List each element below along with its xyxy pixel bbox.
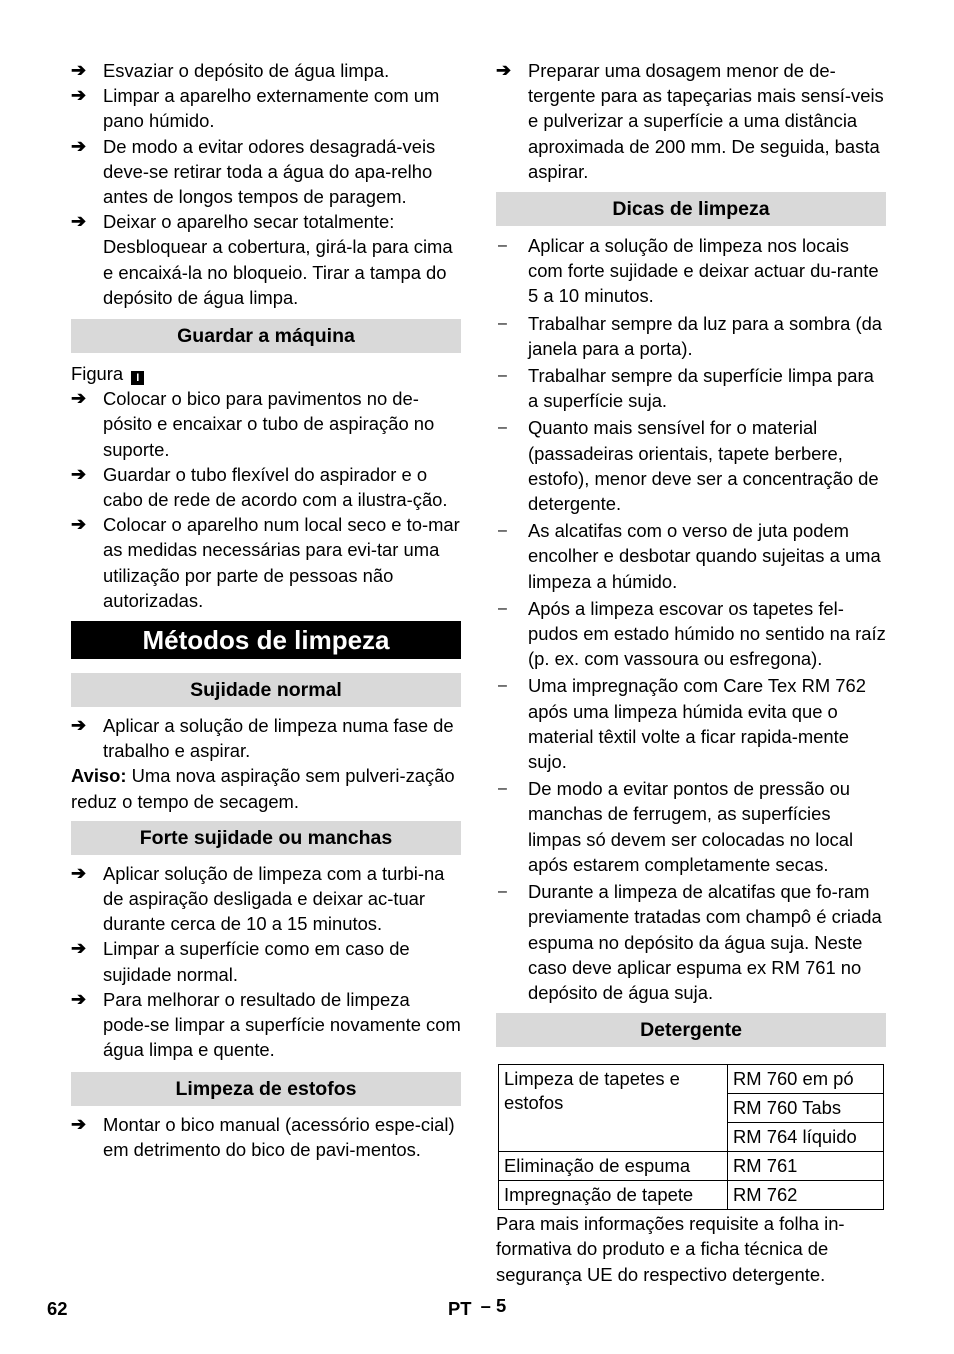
list-item: – Durante a limpeza de alcatifas que fo-ram previamente tratadas com champô é criada espuma no depósito da água suja. Neste caso deve aplicar espuma ex RM 761 no depósito de água suja. <box>498 881 882 1003</box>
page-number: 62 <box>47 1298 68 1319</box>
list-item: – Uma impregnação com Care Tex RM 762 após uma limpeza húmida evita que o material têxtil volte a ficar rapida-mente sujo. <box>498 675 866 773</box>
section-heading-guardar: Guardar a máquina <box>71 319 461 353</box>
list-item: ➔ Limpar a aparelho externamente com um pano húmido. <box>71 85 440 132</box>
list-item: – De modo a evitar pontos de pressão ou manchas de ferrugem, as superfícies limpas só devem ser colocadas no local após estarem completamente secas. <box>498 778 854 875</box>
right-arrow-icon: ➔ <box>71 463 87 484</box>
dash-icon: – <box>498 314 507 332</box>
note-label: Aviso: <box>71 765 127 787</box>
list-item: – Trabalhar sempre da luz para a sombra (da janela para a porta). <box>498 312 883 359</box>
right-arrow-icon: ➔ <box>71 60 87 80</box>
list-item: ➔ Aplicar a solução de limpeza numa fase de trabalho e aspirar. <box>71 715 454 762</box>
dash-icon: – <box>498 522 507 540</box>
left-column <box>71 58 461 1162</box>
right-arrow-icon: ➔ <box>496 60 512 80</box>
table-cell-product: RM 764 líquido <box>728 1123 884 1152</box>
list-item: ➔ Deixar o aparelho secar totalmente: Desbloquear a cobertura, girá-la para cima e encaixá-la no bloqueio. Tirar a tampa do depósito de água limpa. <box>71 211 453 308</box>
list-item: ➔ Aplicar solução de limpeza com a turbi-na de aspiração desligada e deixar ac-tuar durante cerca de 10 a 15 minutos. <box>71 862 445 935</box>
table-cell-product: RM 761 <box>728 1152 884 1181</box>
dash-icon: – <box>498 883 507 901</box>
list-item: ➔ Limpar a superfície como em caso de sujidade normal. <box>71 938 410 985</box>
detergent-footnote: Para mais informações requisite a folha in-formativa do produto e a ficha técnica de segurança UE do respectivo detergente. <box>496 1213 845 1285</box>
list-item: – Após a limpeza escovar os tapetes fel-pudos em estado húmido no sentido na raíz (p. ex. com vassoura ou esfregona). <box>498 597 886 670</box>
footer-section-code: PT <box>448 1298 472 1319</box>
section-heading-dicas: Dicas de limpeza <box>496 192 886 226</box>
dash-icon: – <box>498 367 507 385</box>
footer-section <box>448 1295 507 1320</box>
dash-icon: – <box>498 419 507 437</box>
list-item: – As alcatifas com o verso de juta podem encolher e desbotar quando sujeitas a uma limpeza a húmido. <box>498 520 881 592</box>
forte-bullets <box>71 861 461 1063</box>
list-item: – Quanto mais sensível for o material (passadeiras orientais, tapete berbere, estofo), menor deve ser a concentração de detergente. <box>498 417 879 515</box>
right-arrow-icon: ➔ <box>71 988 87 1009</box>
list-item: ➔ Colocar o aparelho num local seco e to-mar as medidas necessárias para evi-tar uma utilização por parte de pessoas não autorizadas. <box>71 514 460 611</box>
guardar-bullets <box>71 386 461 613</box>
section-heading-forte: Forte sujidade ou manchas <box>71 821 461 855</box>
footer-section-page: – 5 <box>480 1295 507 1316</box>
sujidade-bullets <box>71 713 461 763</box>
right-arrow-icon: ➔ <box>71 135 87 156</box>
list-item: ➔ Colocar o bico para pavimentos no de-pósito e encaixar o tubo de aspiração no suporte. <box>71 388 435 460</box>
intro-bullets-right <box>496 58 886 184</box>
list-item: – Trabalhar sempre da superfície limpa para a superfície suja. <box>498 365 874 412</box>
note-paragraph <box>71 763 461 813</box>
list-item: ➔ De modo a evitar odores desagradá-veis deve-se retirar toda a água do apa-relho antes de longos tempos de paragem. <box>71 135 436 208</box>
section-heading-estofos: Limpeza de estofos <box>71 1072 461 1106</box>
table-cell-product: RM 760 Tabs <box>728 1094 884 1123</box>
list-item: ➔ Guardar o tubo flexível do aspirador e o cabo de rede de acordo com a ilustra-ção. <box>71 463 448 511</box>
right-arrow-icon: ➔ <box>71 1113 87 1134</box>
table-cell-use: Limpeza de tapetes e estofos <box>499 1065 728 1152</box>
estofos-bullets <box>71 1112 461 1162</box>
note-text: Uma nova aspiração sem pulveri-zação reduz o tempo de secagem. <box>71 765 455 812</box>
right-arrow-icon: ➔ <box>71 862 87 883</box>
intro-bullets-left <box>71 58 461 310</box>
figure-badge: I <box>131 371 144 385</box>
dash-icon: – <box>498 677 507 695</box>
list-item: – Aplicar a solução de limpeza nos locais com forte sujidade e deixar actuar du-rante 5 a 10 minutos. <box>498 235 879 307</box>
figure-reference <box>71 361 461 386</box>
list-item: ➔ Esvaziar o depósito de água limpa. <box>71 58 461 83</box>
table-cell-product: RM 762 <box>728 1181 884 1210</box>
list-item: ➔ Para melhorar o resultado de limpeza pode-se limpar a superfície novamente com água limpa e quente. <box>71 988 461 1061</box>
table-row <box>499 1152 884 1181</box>
chapter-heading-metodos: Métodos de limpeza <box>71 621 461 659</box>
list-item: ➔ Preparar uma dosagem menor de de-tergente para as tapeçarias mais sensí-veis e pulverizar a superfície a uma distância aproximada de 200 mm. De seguida, basta aspirar. <box>496 60 884 182</box>
table-cell-product: RM 760 em pó <box>728 1065 884 1094</box>
table-row <box>499 1181 884 1210</box>
right-arrow-icon: ➔ <box>71 715 87 736</box>
table-cell-use: Impregnação de tapete <box>499 1181 728 1210</box>
right-column <box>496 58 886 1287</box>
figure-label: Figura <box>71 363 124 385</box>
dash-icon: – <box>498 237 507 255</box>
list-item: ➔ Montar o bico manual (acessório espe-cial) em detrimento do bico de pavi-mentos. <box>71 1113 455 1160</box>
right-arrow-icon: ➔ <box>71 211 87 232</box>
right-arrow-icon: ➔ <box>71 938 87 959</box>
right-arrow-icon: ➔ <box>71 388 87 409</box>
dash-icon: – <box>498 599 507 617</box>
dicas-list <box>496 233 886 1005</box>
right-arrow-icon: ➔ <box>71 514 87 535</box>
dash-icon: – <box>498 780 507 798</box>
table-cell-use: Eliminação de espuma <box>499 1152 728 1181</box>
right-arrow-icon: ➔ <box>71 85 87 106</box>
section-heading-sujidade: Sujidade normal <box>71 673 461 707</box>
table-row <box>499 1065 884 1094</box>
section-heading-detergente: Detergente <box>496 1013 886 1047</box>
detergent-table <box>498 1064 884 1210</box>
